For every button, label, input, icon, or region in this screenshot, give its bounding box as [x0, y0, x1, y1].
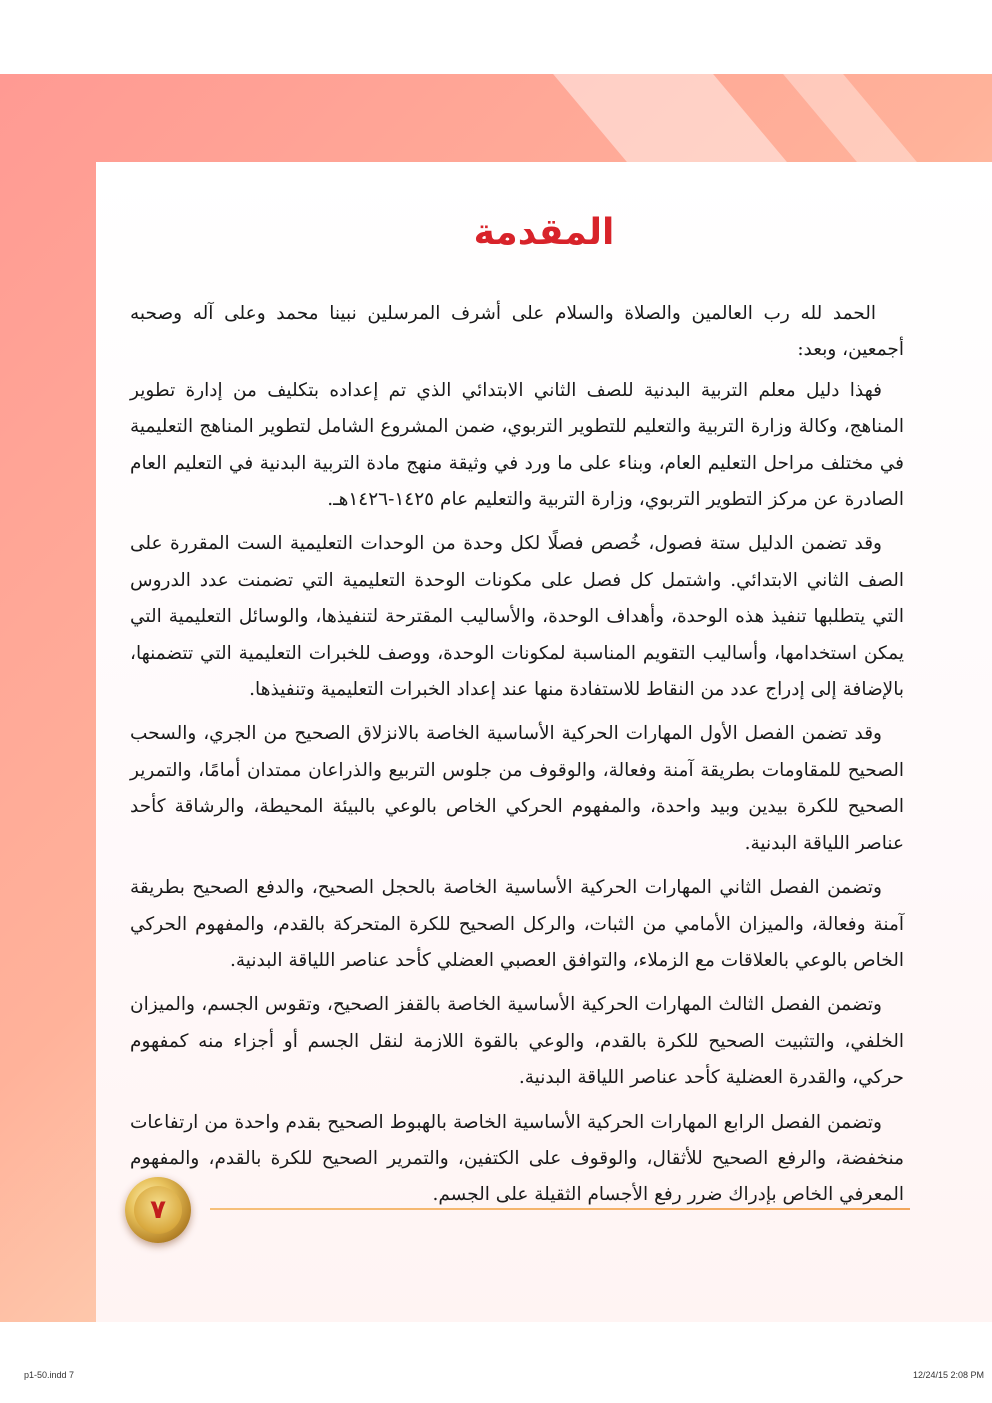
paragraph: وتضمن الفصل الثالث المهارات الحركية الأساسية الخاصة بالقفز الصحيح، وتقوس الجسم، والميزان الخلفي، والتثبيت الصحيح للكرة بالقدم، والوعي بالقوة اللازمة لنقل الجسم أو أجزاء منه كمفهوم حركي، والقدرة العضلية كأحد عناصر اللياقة البدنية. [130, 994, 904, 1089]
paragraph: وقد تضمن الفصل الأول المهارات الحركية الأساسية الخاصة بالانزلاق الصحيح من الجري، والسحب الصحيح للمقاومات بطريقة آمنة وفعالة، والوقوف من جلوس التربيع والذراعان ممتدان أمامًا، والتمرير الصحيح للكرة بيدين وبيد واحدة، والمفهوم الحركي الخاص بالوعي بالبيئة المحيطة، والرشاقة كأحد عناصر اللياقة البدنية. [130, 723, 904, 854]
decor-stripe [553, 74, 787, 162]
paragraph: الحمد لله رب العالمين والصلاة والسلام على أشرف المرسلين نبينا محمد وعلى آله وصحبه أجمعين، وبعد: [130, 303, 904, 361]
decor-stripe [783, 74, 917, 162]
footer-divider [210, 1208, 910, 1210]
page-title: المقدمة [473, 212, 615, 253]
paragraph: وقد تضمن الدليل ستة فصول، خُصص فصلًا لكل وحدة من الوحدات التعليمية الست المقررة على الصف الثاني الابتدائي. واشتمل كل فصل على مكونات الوحدة التعليمية التي تضمنت عدد الدروس التي يتطلبها تنفيذ هذه الوحدة، وأهداف الوحدة، والأساليب المقترحة لتنفيذها، والوسائل التعليمية التي يمكن استخدامها، وأساليب التقويم المناسبة لمكونات الوحدة، ووصف للخبرات التعليمية التي تتضمنها، بالإضافة إلى إدراج عدد من النقاط للاستفادة منها عند إعداد الخبرات التعليمية وتنفيذها. [130, 533, 904, 701]
page-number: ٧ [134, 1186, 182, 1234]
paragraph: وتضمن الفصل الثاني المهارات الحركية الأساسية الخاصة بالحجل الصحيح، والدفع الصحيح بطريقة آمنة وفعالة، والميزان الأمامي من الثبات، والركل الصحيح للكرة المتحركة بالقدم، والمفهوم الحركي الخاص بالوعي بالعلاقات مع الزملاء، والتوافق العصبي العضلي كأحد عناصر اللياقة البدنية. [130, 877, 904, 971]
paragraph: وتضمن الفصل الرابع المهارات الحركية الأساسية الخاصة بالهبوط الصحيح بقدم واحدة من ارتفاعات منخفضة، والرفع الصحيح للأثقال، والوقوف على الكتفين، والتمرير الصحيح للكرة بالقدم، والمفهوم المعرفي الخاص بإدراك ضرر رفع الأجسام الثقيلة على الجسم. [130, 1111, 904, 1206]
body-text [130, 296, 904, 1222]
print-slug-file: p1-50.indd 7 [24, 1370, 75, 1380]
print-slug-date: 12/24/15 2:08 PM [912, 1370, 984, 1380]
paragraph: فهذا دليل معلم التربية البدنية للصف الثاني الابتدائي الذي تم إعداده بتكليف من إدارة تطوير المناهج، وكالة وزارة التربية والتعليم للتطوير التربوي، ضمن المشروع الشامل لتطوير المناهج التعليمية في مختلف مراحل التعليم العام، وبناء على ما ورد في وثيقة منهج مادة التربية البدنية في التعليم العام الصادرة عن مركز التطوير التربوي، وزارة التربية والتعليم عام ١٤٢٥-١٤٢٦هـ. [130, 379, 904, 511]
page-number-badge [125, 1177, 191, 1243]
